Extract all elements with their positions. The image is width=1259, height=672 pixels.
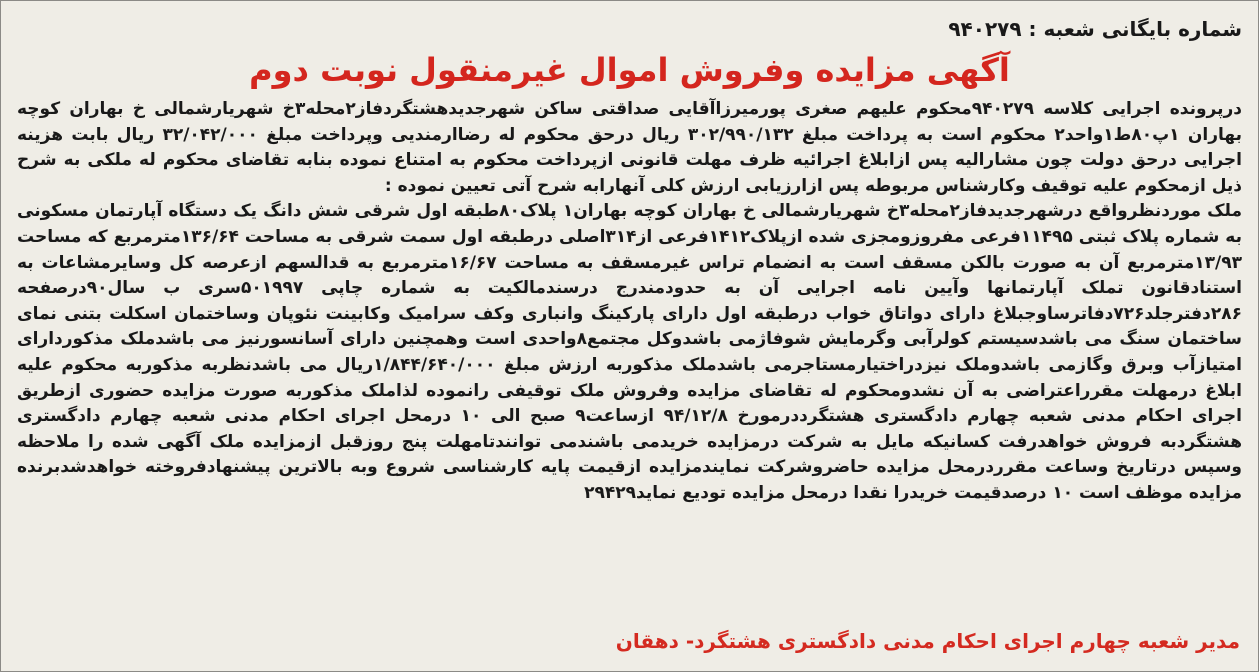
signature-line: مدیر شعبه چهارم اجرای احکام مدنی دادگستری هشتگرد- دهقان xyxy=(615,629,1240,653)
notice-paragraph-2: ملک موردنظرواقع درشهرجدیدفاز۲محله۳خ شهریارشمالی خ بهاران کوچه بهاران۱ پلاک۸۰طبقه اول شرقی شش دانگ یک دستگاه آپارتمان مسکونی به شماره پلاک ثبتی ۱۱۴۹۵فرعی مفروزومجزی شده ازپلاک۱۴۱۲فرعی از۳۱۴اصلی درطبقه اول سمت شرقی به مساحت ۱۳۶/۶۴مترمربع که مساحت ۱۳/۹۳مترمربع آن به صورت بالکن مسقف است به انضمام تراس غیرمسقف به مساحت ۱۶/۶۷مترمربع به قدالسهم ازعرصه کل وسایرمشاعات به استنادقانون تملک آپارتمانها وآیین نامه اجرایی آن به حدودمندرج درسندمالکیت به شماره چاپی ۵۰۱۹۹۷سری ب سال۹۰درصفحه ۲۸۶دفترجلد۷۲۶دفاترساوجبلاغ دارای دواتاق خواب درطبقه اول دارای پارکینگ وانباری وکف سرامیک وکابینت نئوپان وساختمان اسکلت بتنی نمای ساختمان سنگ می باشدسیستم کولرآبی وگرمایش شوفاژمی باشدوکل مجتمع۸واحدی است وهمچنین دارای آسانسورنیز می باشدملک مذکوردارای امتیازآب وبرق وگازمی باشدوملک نیزدراختیارمستاجرمی باشدملک مذکوربه ارزش مبلغ ۱/۸۴۴/۶۴۰/۰۰۰ریال می باشدنظربه مذکوربه محکوم علیه ابلاغ درمهلت مقرراعتراضی به آن نشدومحکوم له تقاضای مزایده وفروش ملک توقیفی رانموده لذاملک مذکوربه صورت مزایده حضوری ازطریق اجرای احکام مدنی شعبه چهارم دادگستری هشتگرددرمورخ ۹۴/۱۲/۸ ازساعت۹ صبح الی ۱۰ درمحل اجرای احکام مدنی شعبه چهارم دادگستری هشتگردبه فروش خواهدرفت کسانیکه مایل به شرکت درمزایده خریدمی باشندمی توانندتامهلت پنج روزقبل ازمزایده ملک آگهی شده را ملاحظه وسپس درتاریخ وساعت مقرردرمحل مزایده حاضروشرکت نمایندمزایده ازقیمت پایه کارشناسی شروع وبه بالاترین پیشنهادفروخته خواهدشدبرنده مزایده موظف است ۱۰ درصدقیمت خریدرا نقدا درمحل مزایده تودیع نماید۲۹۴۲۹ xyxy=(17,201,1243,503)
notice-body xyxy=(17,97,1242,507)
archive-number: شماره بایگانی شعبه : ۹۴۰۲۷۹ xyxy=(948,17,1242,41)
notice-title: آگهی مزایده وفروش اموال غیرمنقول نوبت دوم xyxy=(249,51,1010,89)
notice-paragraph-1: درپرونده اجرایی کلاسه ۹۴۰۲۷۹محکوم علیهم صغری پورمیرزاآقایی صداقتی ساکن شهرجدیدهشتگردفاز۲محله۳خ شهریارشمالی خ بهاران کوچه بهاران ۱پ۸۰ط۱واحد۲ محکوم است به پرداخت مبلغ ۳۰۲/۹۹۰/۱۳۲ ریال درحق محکوم له رضاارمندیی وپرداخت مبلغ ۳۲/۰۴۲/۰۰۰ ریال بابت هزینه اجرایی درحق دولت چون مشارالیه پس ازابلاغ اجرائیه ظرف مهلت قانونی ازپرداخت محکوم به امتناع نموده بنابه تقاضای محکوم له ملکی به شرح ذیل ازمحکوم علیه توقیف وکارشناس مربوطه پس ازارزیابی ارزش کلی آنهارابه شرح آتی تعیین نموده : xyxy=(17,99,1243,196)
